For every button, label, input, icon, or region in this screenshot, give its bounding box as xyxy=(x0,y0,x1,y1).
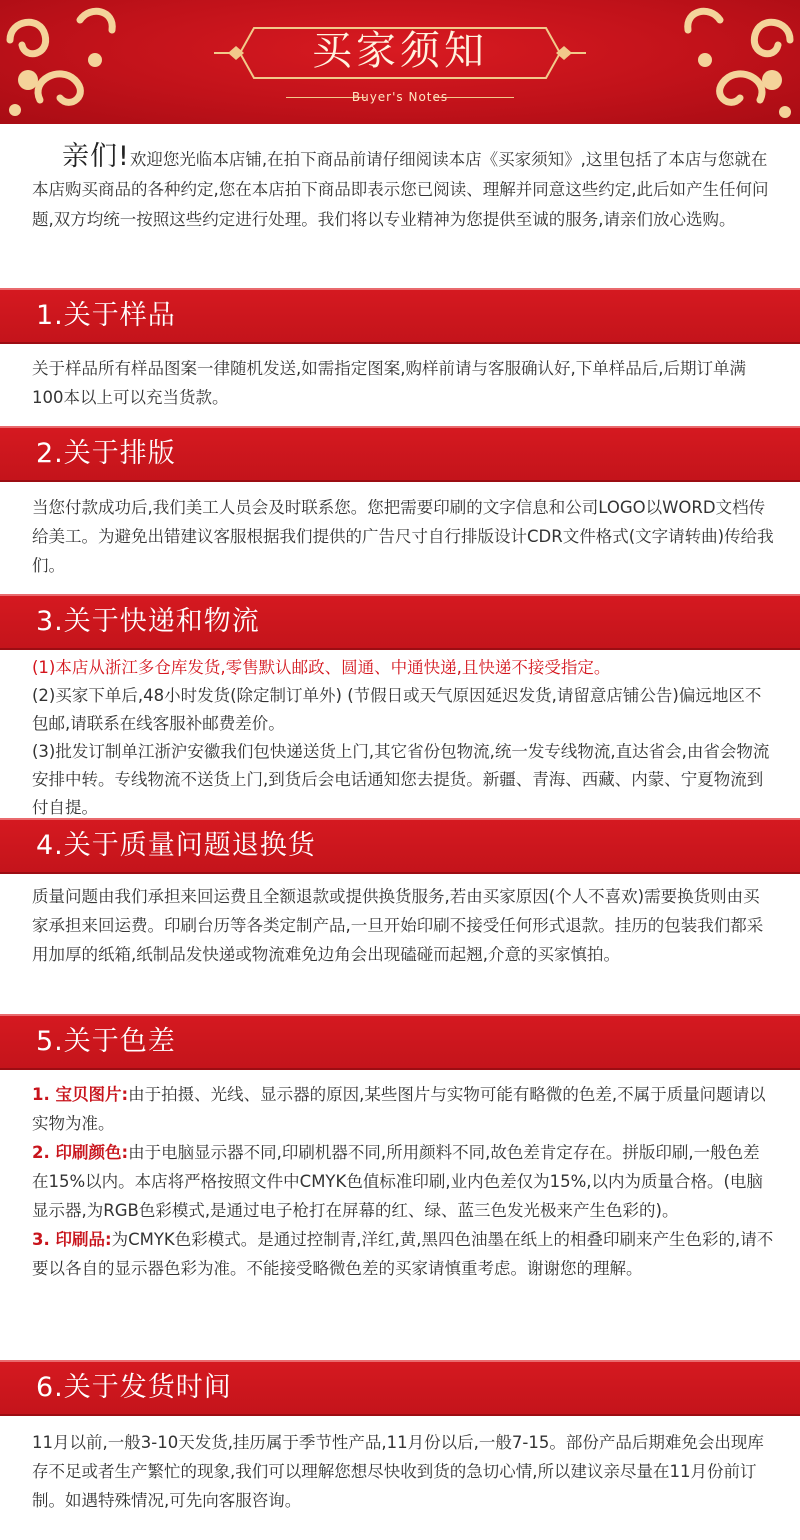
section-paragraph: 质量问题由我们承担来回运费且全额退款或提供换货服务,若由买家原因(个人不喜欢)需要换货则由买家承担来回运费。印刷台历等各类定制产品,一旦开始印刷不接受任何形式退款。挂历的包装我们都采用加厚的纸箱,纸制品发快递或物流难免边角会出现磕碰而起翘,介意的买家慎拍。 xyxy=(32,887,764,964)
color-item-label: 1. 宝贝图片: xyxy=(32,1085,129,1104)
shipping-note-1: (1)本店从浙江多仓库发货,零售默认邮政、圆通、中通快递,且快递不接受指定。 xyxy=(32,658,611,677)
color-item-3 xyxy=(32,1225,776,1283)
color-item-text: 由于拍摄、光线、显示器的原因,某些图片与实物可能有略微的色差,不属于质量问题请以实物为准。 xyxy=(32,1085,766,1133)
section-header-typesetting xyxy=(0,426,800,482)
section-title: 4.关于质量问题退换货 xyxy=(36,830,316,861)
intro-text: 欢迎您光临本店铺,在拍下商品前请仔细阅读本店《买家须知》,这里包括了本店与您就在本店购买商品的各种约定,您在本店拍下商品即表示您已阅读、理解并同意这些约定,此后如产生任何问题,双方均统一按照这些约定进行处理。我们将以专业精神为您提供至诚的服务,请亲们放心选购。 xyxy=(32,150,769,229)
section-body-samples xyxy=(32,354,776,412)
section-header-delivery-time xyxy=(0,1360,800,1416)
section-body-shipping xyxy=(32,654,776,822)
intro-paragraph xyxy=(32,142,772,235)
color-item-2 xyxy=(32,1138,776,1225)
section-body-delivery-time xyxy=(32,1428,776,1515)
page-title: 买家须知 xyxy=(312,28,488,74)
section-title: 2.关于排版 xyxy=(36,438,176,469)
header-banner xyxy=(0,0,800,124)
color-item-text: 为CMYK色彩模式。是通过控制青,洋红,黄,黑四色油墨在纸上的相叠印刷来产生色彩的,请不要以各自的显示器色彩为准。不能接受略微色差的买家请慎重考虑。谢谢您的理解。 xyxy=(32,1230,774,1278)
color-item-text: 由于电脑显示器不同,印刷机器不同,所用颜料不同,故色差肯定存在。拼版印刷,一般色差在15%以内。本店将严格按照文件中CMYK色值标准印刷,业内色差仅为15%,以内为质量合格。(电脑显示器,为RGB色彩模式,是通过电子枪打在屏幕的红、绿、蓝三色发光极来产生色彩的)。 xyxy=(32,1143,763,1220)
page-subtitle: Buyer's Notes xyxy=(351,90,449,104)
section-header-color-difference xyxy=(0,1014,800,1070)
color-item-label: 3. 印刷品: xyxy=(32,1230,112,1249)
color-item-label: 2. 印刷颜色: xyxy=(32,1143,129,1162)
section-title: 3.关于快递和物流 xyxy=(36,606,260,637)
section-body-typesetting xyxy=(32,493,776,580)
section-header-samples xyxy=(0,288,800,344)
section-title: 1.关于样品 xyxy=(36,300,176,331)
shipping-note-2: (2)买家下单后,48小时发货(除定制订单外) (节假日或天气原因延迟发货,请留意店铺公告)偏远地区不包邮,请联系在线客服补邮费差价。 xyxy=(32,686,762,733)
section-paragraph: 当您付款成功后,我们美工人员会及时联系您。您把需要印刷的文字信息和公司LOGO以WORD文档传给美工。为避免出错建议客服根据我们提供的广告尺寸自行排版设计CDR文件格式(文字请转曲)传给我们。 xyxy=(32,498,774,575)
section-title: 6.关于发货时间 xyxy=(36,1372,232,1403)
section-title: 5.关于色差 xyxy=(36,1026,176,1057)
section-paragraph: 11月以前,一般3-10天发货,挂历属于季节性产品,11月份以后,一般7-15。部份产品后期难免会出现库存不足或者生产繁忙的现象,我们可以理解您想尽快收到货的急切心情,所以建议亲尽量在11月份前订制。如遇特殊情况,可先向客服咨询。 xyxy=(32,1433,764,1510)
section-body-returns xyxy=(32,882,776,969)
shipping-note-3: (3)批发订制单江浙沪安徽我们包快递送货上门,其它省份包物流,统一发专线物流,直达省会,由省会物流安排中转。专线物流不送货上门,到货后会电话通知您去提货。新疆、青海、西藏、内蒙、宁夏物流到付自提。 xyxy=(32,742,770,817)
section-body-color-difference xyxy=(32,1080,776,1283)
section-paragraph: 关于样品所有样品图案一律随机发送,如需指定图案,购样前请与客服确认好,下单样品后,后期订单满100本以上可以充当货款。 xyxy=(32,359,746,407)
intro-greeting: 亲们! xyxy=(62,141,130,172)
section-header-shipping xyxy=(0,594,800,650)
section-header-returns xyxy=(0,818,800,874)
color-item-1 xyxy=(32,1080,776,1138)
